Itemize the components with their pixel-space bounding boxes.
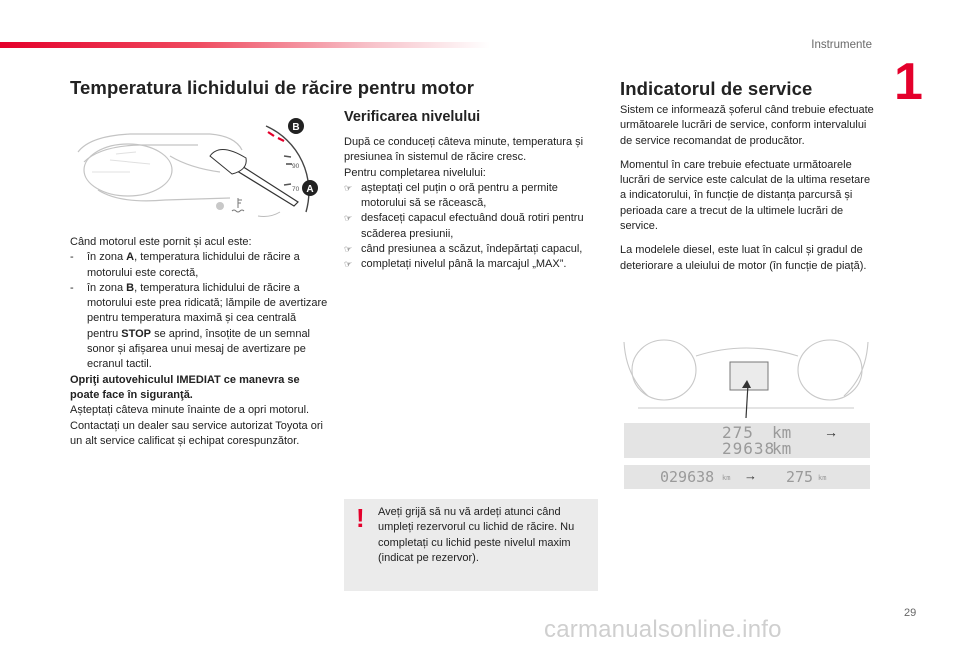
watermark: carmanualsonline.info [544,616,782,643]
service-km-readout: 275 [786,468,814,486]
warning-text: Aveți grijă să nu vă ardeți atunci când umpleți rezervorul cu lichid de răcire. Nu completați cu lichid peste nivelul maxim (indicat pe rezervor). [378,506,575,564]
odometer-readout: 29638 [722,439,776,458]
gauge-explanation [70,235,330,449]
dash-marker: - [70,251,74,264]
step-text: când presiunea a scăzut, îndepărtați capacul, [361,243,583,256]
list-item [344,181,600,212]
km-unit-label: km [772,423,792,442]
list-item [70,250,330,281]
zone-label: A [126,251,135,264]
service-display-1 [624,423,870,458]
header-accent-bar [0,42,490,48]
zone-label: B [126,281,135,294]
gauge-tick-90: 90 [292,163,300,170]
service-indicator-text [620,103,878,274]
km-unit-label: km [772,439,792,458]
bullet-icon: ☞ [344,244,353,255]
warning-exclamation-icon: ! [356,503,365,533]
km-unit-label: km [722,474,731,482]
step-text: așteptați cel puțin o oră pentru a permite motorului să se răcească, [361,181,558,210]
level-check-text [344,135,600,273]
gauge-intro: Când motorul este pornit și acul este: [70,236,252,248]
bullet-icon: ☞ [344,259,353,270]
odometer-readout: 029638 [660,468,715,486]
service-p1: Sistem ce informează șoferul când trebuie efectuate următoarele lucrări de service, conform intervalului de service recomandat de producător. [620,104,874,147]
wait-text: Așteptați câteva minute înainte de a opri motorul. [70,404,310,417]
list-item [344,211,600,242]
item-text: , temperatura lichidului de răcire a motorului este prea ridicată; lămpile de avertizare pentru temperatura maximă și cea centrală pentru [87,281,328,340]
coolant-temperature-title: Temperatura lichidului de răcire pentru motor [70,77,475,98]
stop-warning: Opriţi autovehiculul IMEDIAT ce manevra se poate face în siguranţă. [70,373,300,401]
gauge-tick-70: 70 [292,186,300,193]
list-item [70,281,330,373]
list-item [344,257,600,272]
item-text: în zona [87,251,127,264]
service-km-readout: 275 [722,423,754,442]
chapter-number: 1 [894,53,923,111]
wrench-icon: → [744,468,757,483]
item-text: în zona [87,281,127,294]
contact-text: Contactați un dealer sau service autorizat Toyota ori un alt service calificat și echipat corespunzător. [70,419,323,447]
service-p3: La modelele diesel, este luat în calcul și gradul de deteriorare a uleiului de motor (în funcție de piață). [620,244,867,272]
coolant-gauge-illustration [70,112,330,224]
bullet-icon: ☞ [344,182,353,193]
step-text: completați nivelul până la marcajul „MAX”. [361,258,567,271]
service-display-2 [624,465,870,489]
service-p2: Momentul în care trebuie efectuate următoarele lucrări de service este calculat de la ultima resetare a indicatorului, în funcție de distanța parcursă și perioada care a trecut de la ultimele lucrări de service. [620,158,871,233]
step-text: desfaceți capacul efectuând două rotiri pentru scăderea presiunii, [361,212,584,240]
level-intro: După ce conduceți câteva minute, temperatura și presiunea în sistemul de răcire cresc. [344,136,584,164]
service-indicator-title: Indicatorul de service [620,78,813,99]
zone-a-badge: A [306,184,314,195]
zone-b-badge: B [292,122,300,133]
bullet-icon: ☞ [344,213,353,224]
warning-lamp-icon [216,202,224,210]
item-text: se aprind, însoțite de un semnal sonor și afișarea unui mesaj de avertizare pe ecranul tactil. [87,327,310,371]
stop-label: STOP [121,327,152,340]
wrench-icon: → [824,424,838,440]
fill-intro: Pentru completarea nivelului: [344,166,486,179]
level-check-title: Verificarea nivelului [344,109,481,125]
coolant-temperature-icon [232,198,244,212]
km-unit-label: km [818,474,827,482]
dash-marker: - [70,281,74,294]
page-number: 29 [904,607,917,619]
section-name: Instrumente [811,39,872,51]
list-item [344,242,600,257]
item-text: , temperatura lichidului de răcire a motorului este corectă, [87,251,300,279]
instrument-cluster-illustration [618,336,874,420]
